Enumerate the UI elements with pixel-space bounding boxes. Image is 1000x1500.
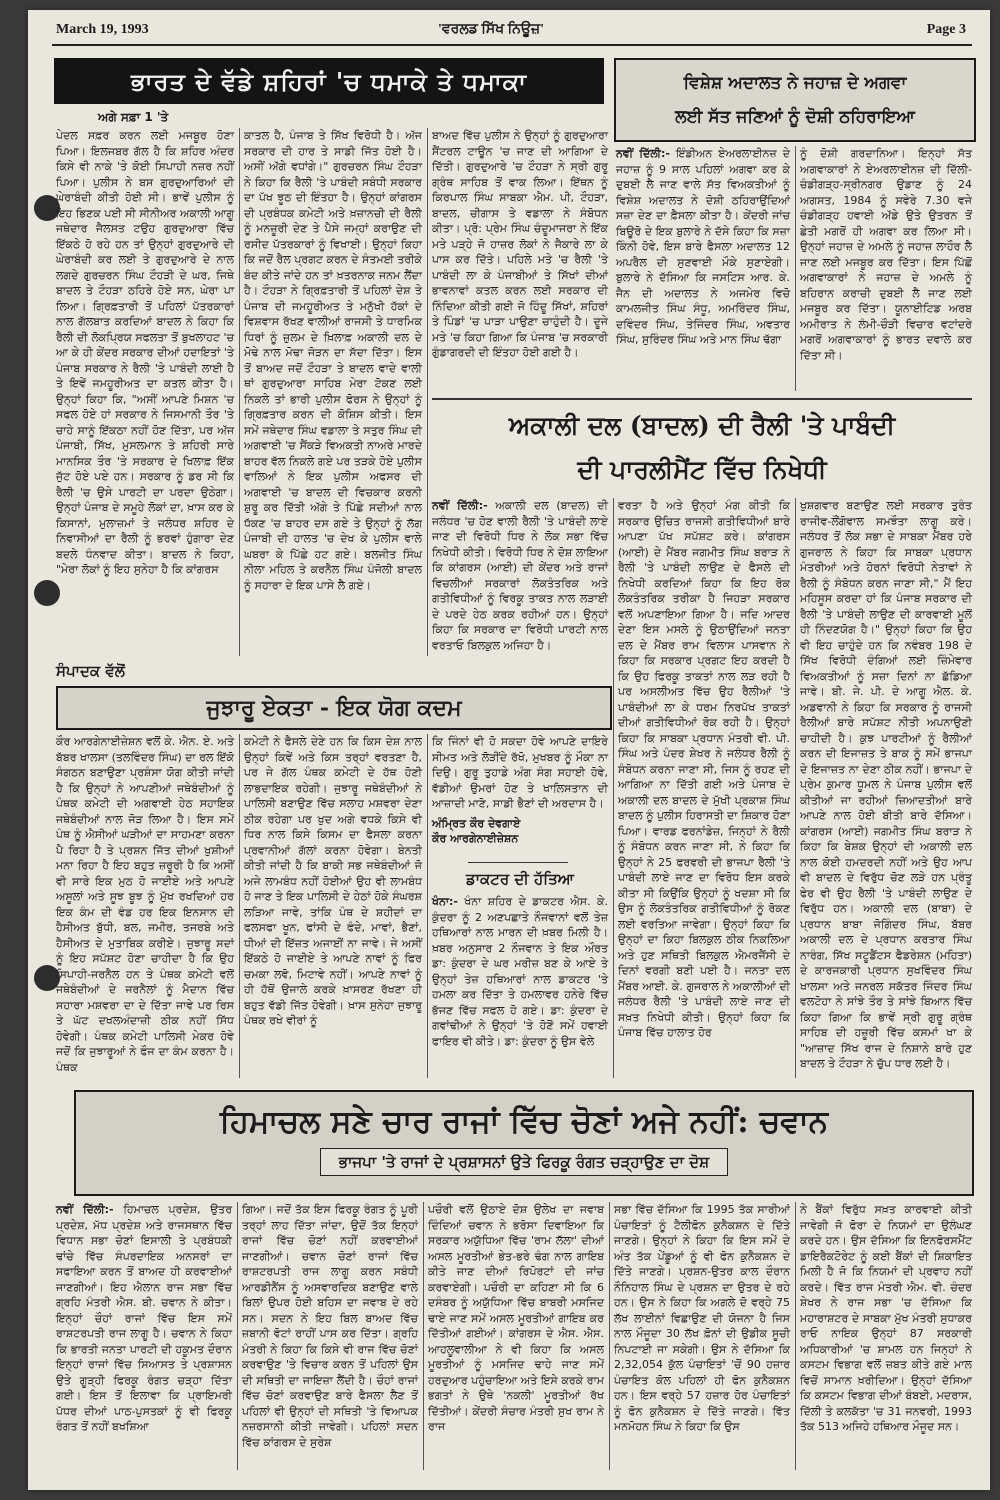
story2-headline-line-2: ਲਈ ਸੱਤ ਜਣਿਆਂ ਨੂੰ ਦੋਸ਼ੀ ਠਹਿਰਾਇਆ — [675, 107, 915, 127]
newspaper-page — [28, 10, 990, 1490]
story1-column-2: ਕਾਤਲ ਹੈ, ਪੰਜਾਬ ਤੇ ਸਿੱਖ ਵਿਰੋਧੀ ਹੈ। ਅੱਜ ਸਰਕਾਰ ਦੀ ਹਾਰ ਤੇ ਸਾਡੀ ਜਿੱਤ ਹੋਈ ਹੈ। ਅਸੀਂ ਅੱਗੇ ਵਧਾਂਗੇ।" ਗੁਰਚਰਨ ਸਿੰਘ ਟੌਹੜਾ ਨੇ ਕਿਹਾ ਕਿ ਰੈਲੀ 'ਤੇ ਪਾਬੰਦੀ ਸਬੰਧੀ ਸਰਕਾਰ ਦਾ ਪੱਖ ਝੂਠ ਦੀ ਇੰਤਹਾ ਹੈ। ਉਨ੍ਹਾਂ ਕਾਂਗਰਸ ਦੀ ਪ੍ਰਬੰਧਕ ਕਮੇਟੀ ਅਤੇ ਖ਼ਜ਼ਾਨਚੀ ਦੀ ਰੈਲੀ ਨੂੰ ਮਨਜ਼ੂਰੀ ਦੇਣ ਤੇ ਪੈਸੇ ਜਮ੍ਹਾਂ ਕਰਾਉਣ ਦੀ ਰਸੀਦ ਪੱਤਰਕਾਰਾਂ ਨੂੰ ਵਿਖਾਈ। ਉਨ੍ਹਾਂ ਕਿਹਾ ਕਿ ਜਦੋਂ ਰੈਲ ਪ੍ਰਗਟ ਕਰਨ ਦੇ ਸੰਤਮਈ ਤਰੀਕੇ ਬੰਦ ਕੀਤੇ ਜਾਂਦੇ ਹਨ ਤਾਂ ਖ਼ਤਰਨਾਕ ਜਨਮ ਲੈਂਦਾ ਹੈ। ਟੌਹੜਾ ਨੇ ਗ੍ਰਿਫ਼ਤਾਰੀ ਤੋਂ ਪਹਿਲਾਂ ਦੇਸ਼ ਤੇ ਪੰਜਾਬ ਦੀ ਜਮਹੂਰੀਅਤ ਤੇ ਮਨੁੱਖੀ ਹੱਕਾਂ ਦੇ ਵਿਸ਼ਵਾਸ ਰੱਖਣ ਵਾਲੀਆਂ ਰਾਜਸੀ ਤੇ ਧਾਰਮਿਕ ਧਿਰਾਂ ਨੂੰ ਜ਼ੁਲਮ ਦੇ ਖ਼ਿਲਾਫ਼ ਅਕਾਲੀ ਦਲ ਦੇ ਮੋਢੇ ਨਾਲ ਮੋਢਾ ਜੋੜਨ ਦਾ ਸੱਦਾ ਦਿੱਤਾ। ਇਸ ਤੋਂ ਬਾਅਦ ਜਦੋਂ ਟੌਹੜਾ ਤੇ ਬਾਦਲ ਵਾਦੇ ਵਾਲੀ ਥਾਂ ਗੁਰਦੁਆਰਾ ਸਾਹਿਬ ਮੇਰਾ ਟੋਕਣ ਲਈ ਨਿਕਲੇ ਤਾਂ ਭਾਰੀ ਪੁਲੀਸ ਫੋਰਸ ਨੇ ਉਨ੍ਹਾਂ ਨੂੰ ਗ੍ਰਿਫ਼ਤਾਰ ਕਰਨ ਦੀ ਕੋਸ਼ਿਸ ਕੀਤੀ। ਇਸ ਸਮੇਂ ਜਥੇਦਾਰ ਸਿੰਘ ਵਡਾਲਾ ਤੇ ਸਤੁਰ ਸਿੰਘ ਦੀ ਅਗਵਾਈ 'ਚ ਸੈਂਕੜੇ ਵਿਅਕਤੀ ਨਾਅਰੇ ਮਾਰਦੇ ਬਾਹਰ ਵੱਲ ਨਿਕਲੇ ਗਏ ਪਰ ਤੜਕੇ ਹੋਏ ਪੁਲੀਸ ਵਾਲਿਆਂ ਨੇ ਇਕ ਪੁਲੀਸ ਅਫਸਰ ਦੀ ਅਗਵਾਈ 'ਚ ਬਾਦਲ ਦੀ ਵਿਚਕਾਰ ਕਰਨੀ ਸ਼ੁਰੂ ਕਰ ਦਿੱਤੀ ਅੱਗੇ ਤੇ ਪਿੱਛੇ ਸਦੀਆਂ ਨਾਲ ਧੱਕਣ 'ਚ ਬਾਹਰ ਦਸ ਗਏ ਤੇ ਉਨ੍ਹਾਂ ਨੂੰ ਲੱਗ ਪੰਜਾਬੀ ਦੀ ਹਾਲਤ 'ਚ ਦੇਖ ਕੇ ਪੁਲੀਸ ਵਾਲੇ ਘਬਰਾ ਕੇ ਪਿੱਛੇ ਹਟ ਗਏ। ਬਲਜੀਤ ਸਿੰਘ ਨੀਲਾ ਮਹਿਲ ਤੇ ਕਰਨੈਲ ਸਿੰਘ ਪੰਜੋਲੀ ਬਾਦਲ ਨੂੰ ਸਹਾਰਾ ਦੇ ਇਕ ਪਾਸੇ ਲੈ ਗਏ। — [244, 129, 422, 592]
story5-column-1-text: ਹਿਮਾਚਲ ਪ੍ਰਦੇਸ਼, ਉਤਰ ਪ੍ਰਦੇਸ਼, ਮੱਧ ਪ੍ਰਦੇਸ਼ ਅਤੇ ਰਾਜਸਥਾਨ ਵਿੱਚ ਵਿਧਾਨ ਸਭਾ ਚੋਣਾਂ ਇਸਾਲੀ ਤੇ ਪ੍ਰਬੰਧਕੀ ਢਾਂਚੇ ਵਿੱਚ ਸੰਪਰਦਾਇਕ ਅਨਸਰਾਂ ਦਾ ਸਫਾਇਆ ਕਰਨ ਤੋਂ ਬਾਅਦ ਹੀ ਕਰਵਾਈਆਂ ਜਾਣਗੀਆਂ। ਇਹ ਐਲਾਨ ਰਾਜ ਸਭਾ ਵਿੱਚ ਗ੍ਰਹਿ ਮੰਤਰੀ ਐਸ. ਬੀ. ਚਵਾਨ ਨੇ ਕੀਤਾ। ਇਨ੍ਹਾਂ ਚੌਹਾਂ ਰਾਜਾਂ ਵਿੱਚ ਇਸ ਸਮੇਂ ਰਾਸ਼ਟਰਪਤੀ ਰਾਜ ਲਾਗੂ ਹੈ। ਚਵਾਨ ਨੇ ਕਿਹਾ ਕਿ ਭਾਰਤੀ ਜਨਤਾ ਪਾਰਟੀ ਦੀ ਹਕੂਮਤ ਦੌਰਾਨ ਇਨ੍ਹਾਂ ਰਾਜਾਂ ਵਿੱਚ ਸਿਆਸਤ ਤੇ ਪ੍ਰਸ਼ਾਸਨ ਉਤੇ ਗੂੜ੍ਹੀ ਫਿਰਕੂ ਰੰਗਤ ਚੜ੍ਹਾ ਦਿੱਤਾ ਗਈ। ਇਸ ਤੋਂ ਇਲਾਵਾ ਕਿ ਪ੍ਰਾਇਮਰੀ ਪੱਧਰ ਦੀਆਂ ਪਾਠ-ਪੁਸਤਕਾਂ ਨੂੰ ਵੀ ਫਿਰਕੂ ਰੰਗਤ ਤੋਂ ਨਹੀਂ ਬਖਸ਼ਿਆ — [56, 1203, 233, 1433]
story1-continued: ਅਗੇ ਸਫ਼ਾ 1 'ਤੇ — [98, 110, 169, 124]
editorial-column-1: ਕੌਰ ਆਰਗੇਨਾਈਜ਼ੇਸ਼ਨ ਵਲੋਂ ਕੇ. ਐਨ. ਏ. ਅਤੇ ਬੱਬਰ ਖਾਲਸਾ (ਤਲਵਿੰਦਰ ਸਿੰਘ) ਦਾ ਰਲ ਇੱਕੋ ਸੰਗਠਨ ਬਣਾਉਣਾ ਪ੍ਰਸ਼ੰਸਾ ਯੋਗ ਕੀਤੀ ਜਾਂਦੀ ਹੈ ਕਿ ਉਨ੍ਹਾਂ ਨੇ ਆਪਣੀਆਂ ਜਥੇਬੰਦੀਆਂ ਨੂੰ ਪੰਥਕ ਕਮੇਟੀ ਦੀ ਅਗਵਾਈ ਹੇਠ ਸਹਾਇਕ ਜਥੇਬੰਦੀਆਂ ਨਾਲ ਜੋੜ ਲਿਆ ਹੈ। ਇਸ ਸਮੇਂ ਪੰਥ ਨੂੰ ਐਸੀਆਂ ਘੜੀਆਂ ਦਾ ਸਾਹਮਣਾ ਕਰਨਾ ਪੈ ਰਿਹਾ ਹੈ ਤੇ ਪ੍ਰਸ਼ਨ ਜਿੱਤ ਦੀਆਂ ਖੁਸ਼ੀਆਂ ਮਨਾ ਰਿਹਾ ਹੈ ਇਹ ਬਹੁਤ ਜ਼ਰੂਰੀ ਹੈ ਕਿ ਅਸੀਂ ਵੀ ਸਾਰੇ ਇਕ ਮੁਠ ਹੋ ਜਾਈਏ ਅਤੇ ਆਪਣੇ ਅਸੂਲਾਂ ਅਤੇ ਸੂਝ ਬੂਝ ਨੂੰ ਮੁੱਖ ਰਖਦਿਆਂ ਹਰ ਇਕ ਕੰਮ ਦੀ ਵੰਡ ਹਰ ਇਕ ਇਨਸਾਨ ਦੀ ਹੈਸੀਅਤ ਬੁੱਧੀ, ਬਲ, ਜਮੀਰ, ਤਜਰਬੇ ਅਤੇ ਹੈਸੀਅਤ ਦੇ ਮੁਤਾਬਿਕ ਕਰੀਏ। ਜੁਝਾਰੂ ਸਦਾਂ ਨੂੰ ਇਹ ਸਪੱਸ਼ਟ ਹੋਣਾ ਚਾਹੀਦਾ ਹੈ ਕਿ ਉਹ ਸਿਪਾਹੀ-ਜਰਨੈਲ ਹਨ ਤੇ ਪੰਥਕ ਕਮੇਟੀ ਵਲੋਂ ਜਥੇਬੰਦੀਆਂ ਦੇ ਜਰਨੈਲਾਂ ਨੂੰ ਮੈਦਾਨ ਵਿੱਚ ਸਹਾਰਾ ਮਸ਼ਵਰਾ ਦਾ ਦੇ ਦਿੱਤਾ ਜਾਵੇ ਪਰ ਰਿਸ ਤੇ ਘੱਟ ਦਖਲਅੰਦਾਜ਼ੀ ਠੀਕ ਨਹੀਂ ਸਿੱਧ ਹੋਵੇਗੀ। ਪੰਥਕ ਕਮੇਟੀ ਪਾਲਿਸੀ ਮੇਕਰ ਹੋਵੇ ਜਦੋਂ ਕਿ ਜੁਝਾਰੂਆਂ ਨੇ ਫੌਜ ਦਾ ਕੰਮ ਕਰਨਾ ਹੈ। ਪੰਥਕ — [56, 735, 234, 1074]
editorial-column-2: ਕਮੇਟੀ ਨੇ ਫੈਸਲੇ ਦੇਣੇ ਹਨ ਕਿ ਕਿਸ ਦੇਸ਼ ਨਾਲ ਉਨ੍ਹਾਂ ਕਿਵੇਂ ਅਤੇ ਕਿਸ ਤਰ੍ਹਾਂ ਵਰਤਣਾ ਹੈ, ਪਰ ਜੇ ਗੱਲ ਪੰਥਕ ਕਮੇਟੀ ਦੇ ਹੱਥ ਹੋਣੀ ਲਾਭਦਾਇਕ ਰਹੇਗੀ। ਜੁਝਾਰੂ ਜਥੇਬੰਦੀਆਂ ਨੇ ਪਾਲਿਸੀ ਬਣਾਉਣ ਵਿੱਚ ਸਲਾਹ ਮਸ਼ਵਰਾ ਦੇਣਾ ਠੀਕ ਰਹੇਗਾ ਪਰ ਖੁਦ ਅਗੇ ਵਧਕੇ ਕਿਸੇ ਵੀ ਧਿਰ ਨਾਲ ਕਿਸੇ ਕਿਸਮ ਦਾ ਫੈਸਲਾ ਕਰਨਾ ਪ੍ਰਵਾਨੀਆਂ ਗੱਲਾਂ ਕਰਨਾ ਹੋਵੇਗਾ। ਬੇਨਤੀ ਕੀਤੀ ਜਾਂਦੀ ਹੈ ਕਿ ਬਾਕੀ ਸਭ ਜਥੇਬੰਦੀਆਂ ਜੋ ਅਜੇ ਲਾਮਬੰਧ ਨਹੀਂ ਹੋਈਆਂ ਉਹ ਵੀ ਲਾਮਬੰਧ ਹੋ ਜਾਣ ਤੇ ਇਕ ਪਾਲਿਸੀ ਦੇ ਹੇਠਾਂ ਹੋਕੇ ਸੰਘਰਸ਼ ਲੜਿਆ ਜਾਵੇ, ਤਾਂਕਿ ਪੰਥ ਦੇ ਸ਼ਹੀਦਾਂ ਦਾ ਫਲਸਫਾ ਖੂਨ, ਫਾਂਸੀ ਦੇ ਫੰਦੇ, ਮਾਵਾਂ, ਭੈਣਾਂ, ਧੀਆਂ ਦੀ ਇੱਜ਼ਤ ਅਜਾਈਂ ਨਾ ਜਾਵੇ। ਜੇ ਅਸੀਂ ਇੱਕਠੇ ਹੋ ਜਾਈਏ ਤੇ ਆਪਣੇ ਨਾਵਾਂ ਨੂੰ ਫਿਰ ਚਮਕਾ ਲਵੋ, ਮਿਟਾਵੇ ਨਹੀਂ। ਆਪਣੇ ਨਾਵਾਂ ਨੂੰ ਹੀ ਹੱਥੋਂ ਉਜਾਲੇ ਕਰਕੇ ਖ਼ਾਸਰਣ ਰੱਖਣਾ ਹੀ ਬਹੁਤ ਵੱਡੀ ਜਿੱਤ ਹੋਵੇਗੀ। ਖ਼ਾਸ ਸੁਨੇਹਾ ਜੁਝਾਰੂ ਪੰਥਕ ਰਖੇ ਵੀਰਾਂ ਨੂੰ — [244, 735, 422, 1027]
paper-name: 'ਵਰਲਡ ਸਿੱਖ ਨਿਊਜ਼' — [438, 22, 545, 37]
story5-column-2: ਗਿਆ। ਜਦੋਂ ਤੱਕ ਇਸ ਫਿਰਕੂ ਰੰਗਤ ਨੂੰ ਪੂਰੀ ਤਰ੍ਹਾਂ ਲਾਹ ਦਿੱਤਾ ਜਾਂਦਾ, ਉਦੋਂ ਤੱਕ ਇਨ੍ਹਾਂ ਰਾਜਾਂ ਵਿੱਚ ਚੋਣਾਂ ਨਹੀਂ ਕਰਵਾਈਆਂ ਜਾਣਗੀਆਂ। ਚਵਾਨ ਚੋਣਾਂ ਰਾਜਾਂ ਵਿੱਚ ਰਾਸ਼ਟਰਪਤੀ ਰਾਜ ਲਾਗੂ ਕਰਨ ਸਬੰਧੀ ਆਰਡੀਨੈਂਸ ਨੂੰ ਅਸਵਾਰਦਿਕ ਬਣਾਉਣ ਵਾਲੇ ਬਿਲਾਂ ਉਪਰ ਹੋਈ ਬਹਿਸ ਦਾ ਜਵਾਬ ਦੇ ਰਹੇ ਸਨ। ਸਦਨ ਨੇ ਇਹ ਬਿਲ ਬਾਅਦ ਵਿੱਚ ਜ਼ਬਾਨੀ ਵੋਟਾਂ ਰਾਹੀਂ ਪਾਸ ਕਰ ਦਿੱਤਾ। ਗ੍ਰਹਿ ਮੰਤਰੀ ਨੇ ਕਿਹਾ ਕਿ ਕਿਸੇ ਵੀ ਰਾਜ ਵਿੱਚ ਚੋਣਾਂ ਕਰਵਾਉਣ 'ਤੇ ਵਿਚਾਰ ਕਰਨ ਤੋਂ ਪਹਿਲਾਂ ਉਸ ਦੀ ਸਥਿਤੀ ਦਾ ਜਾਇਜ਼ਾ ਲੈਂਦੀ ਹੈ। ਚੌਹਾਂ ਰਾਜਾਂ ਵਿੱਚ ਚੋਣਾਂ ਕਰਵਾਉਣ ਬਾਰੇ ਫੈਸਲਾ ਲੈਣ ਤੋਂ ਪਹਿਲਾਂ ਵੀ ਉਨ੍ਹਾਂ ਦੀ ਸਥਿਤੀ 'ਤੇ ਵਿਆਪਕ ਨਜ਼ਰਸਾਨੀ ਕੀਤੀ ਜਾਵੇਗੀ। ਪਹਿਲਾਂ ਸਦਨ ਵਿੱਚ ਕਾਂਗਰਸ ਦੇ ਸੁਰੇਸ਼ — [242, 1203, 418, 1449]
editorial-column-3 — [432, 734, 608, 854]
story2-dateline: ਨਵੀਂ ਦਿੱਲੀ:- — [616, 147, 670, 160]
column-divider — [239, 128, 240, 656]
story4-column — [432, 894, 608, 1078]
editorial-signature-org: ਕੌਰ ਆਰਗੇਨਾਈਜ਼ੇਸ਼ਨ — [432, 832, 519, 845]
story5-column-5: ਨੇ ਬੈਂਕਾਂ ਵਿਰੁੱਧ ਸਖ਼ਤ ਕਾਰਵਾਈ ਕੀਤੀ ਜਾਵੇਗੀ ਜੋ ਫੋਰਾ ਦੇ ਨਿਯਮਾਂ ਦਾ ਉਲੰਘਣ ਕਰਦੇ ਹਨ। ਉਸ ਦੱਸਿਆ ਕਿ ਇਨਫੋਰਸਮੈਂਟ ਡਾਇਰੈਕਟੋਰੇਟ ਨੂੰ ਕਈ ਬੈਂਕਾਂ ਦੀ ਸ਼ਿਕਾਇਤ ਮਿਲੀ ਹੈ ਜੋ ਕਿ ਨਿਯਮਾਂ ਦੀ ਪ੍ਰਵਾਹ ਨਹੀਂ ਕਰਦੇ। ਵਿੱਤ ਰਾਜ ਮੰਤਰੀ ਐਮ. ਵੀ. ਚੰਦਰ ਸ਼ੇਖਰ ਨੇ ਰਾਜ ਸਭਾ 'ਚ ਦੱਸਿਆ ਕਿ ਮਹਾਰਾਸ਼ਟਰ ਦੇ ਸਾਬਕਾ ਮੁੱਖ ਮੰਤਰੀ ਸੁਧਾਕਰ ਰਾਓ ਨਾਇਕ ਉਨ੍ਹਾਂ 87 ਸਰਕਾਰੀ ਅਧਿਕਾਰੀਆਂ 'ਚ ਸ਼ਾਮਲ ਹਨ ਜਿਨ੍ਹਾਂ ਨੇ ਕਸਟਮ ਵਿਭਾਗ ਵਲੋਂ ਜ਼ਬਤ ਕੀਤੇ ਗਏ ਮਾਲ ਵਿਚੋਂ ਸਾਮਾਨ ਖ਼ਰੀਦਿਆ। ਉਨ੍ਹਾਂ ਦੱਸਿਆ ਕਿ ਕਸਟਮ ਵਿਭਾਗ ਦੀਆਂ ਬੰਬਈ, ਮਦਰਾਸ, ਦਿੱਲੀ ਤੇ ਕਲਕੱਤਾ 'ਚ 31 ਜਨਵਰੀ, 1993 ਤੱਕ 513 ਅਜਿਹੇ ਹਥਿਆਰ ਮੌਜੂਦ ਸਨ। — [800, 1203, 972, 1433]
story1-column-3: ਬਾਅਦ ਵਿੱਚ ਪੁਲੀਸ ਨੇ ਉਨ੍ਹਾਂ ਨੂੰ ਗੁਰਦੁਆਰਾ ਸੈਂਟਰਲ ਟਾਊਨ 'ਚ ਜਾਣ ਦੀ ਆਗਿਆ ਦੇ ਦਿੱਤੀ। ਗੁਰਦੁਆਰੇ 'ਚ ਟੌਹੜਾ ਨੇ ਸ੍ਰੀ ਗੁਰੂ ਗ੍ਰੰਥ ਸਾਹਿਬ ਤੋਂ ਵਾਕ ਲਿਆ। ਇੱਥਨ ਨੂੰ ਕਿਰਪਾਲ ਸਿੰਘ ਸਾਬਕਾ ਐਮ. ਪੀ, ਟੌਹੜਾ, ਬਾਦਲ, ਚੀਗਾਸ ਤੇ ਵਡਾਲਾ ਨੇ ਸੰਬੋਧਨ ਕੀਤਾ। ਪ੍ਰੋ: ਪ੍ਰੇਮ ਸਿੰਘ ਚੰਦੂਮਾਜਰਾ ਨੇ ਇੱਕ ਮਤੇ ਪੜ੍ਹੇ ਜੋ ਹਾਜ਼ਰ ਲੋਕਾਂ ਨੇ ਜੈਕਾਰੇ ਲਾ ਕੇ ਪਾਸ ਕਰ ਦਿੱਤੇ। ਪਹਿਲੇ ਮਤੇ 'ਚ ਰੈਲੀ 'ਤੇ ਪਾਬੰਦੀ ਲਾ ਕੇ ਪੰਜਾਬੀਆਂ ਤੇ ਸਿੱਖਾਂ ਦੀਆਂ ਭਾਵਨਾਵਾਂ ਕਤਲ ਕਰਨ ਲਈ ਸਰਕਾਰ ਦੀ ਨਿੰਦਿਆ ਕੀਤੀ ਗਈ ਜੋ ਹਿੰਦੂ ਸਿੱਖਾਂ, ਸ਼ਹਿਰਾਂ ਤੇ ਪਿੰਡਾਂ 'ਚ ਪਾੜਾ ਪਾਉਣਾ ਚਾਹੁੰਦੀ ਹੈ। ਦੂਜੇ ਮਤੇ 'ਚ ਕਿਹਾ ਗਿਆ ਕਿ ਪੰਜਾਬ 'ਚ ਸਰਕਾਰੀ ਗੁੰਡਾਗਰਦੀ ਦੀ ਇੰਤਹਾ ਹੋਈ ਗਈ ਹੈ। — [432, 129, 608, 359]
column-divider — [239, 734, 240, 1078]
column-divider — [427, 128, 428, 656]
column-divider — [795, 498, 796, 1078]
column-divider — [609, 1202, 610, 1470]
story5-dateline: ਨਵੀਂ ਦਿੱਲੀ:- — [56, 1203, 114, 1216]
story3-column-2: ਵਰਤਾ ਹੈ ਅਤੇ ਉਨ੍ਹਾਂ ਮੰਗ ਕੀਤੀ ਕਿ ਸਰਕਾਰ ਉਚਿਤ ਰਾਜਸੀ ਗਤੀਵਿਧੀਆਂ ਬਾਰੇ ਆਪਣਾ ਪੱਖ ਸਪੱਸ਼ਟ ਕਰੇ। ਕਾਂਗਰਸ (ਆਈ) ਦੇ ਮੈਂਬਰ ਜਗਮੀਤ ਸਿੰਘ ਬਰਾੜ ਨੇ ਰੈਲੀ 'ਤੇ ਪਾਬੰਦੀ ਲਾਉਣ ਦੇ ਫੈਸਲੇ ਦੀ ਨਿਖੇਧੀ ਕਰਦਿਆਂ ਕਿਹਾ ਕਿ ਇਹ ਰੋਕ ਲੋਕਤੰਤਰਿਕ ਤਰੀਕਾ ਹੈ ਜਿਹੜਾ ਸਰਕਾਰ ਵਲੋਂ ਅਪਣਾਇਆ ਗਿਆ ਹੈ। ਜਦਿ ਆਦਰ ਦੇਣਾ ਇਸ ਮਸਲੇ ਨੂੰ ਉਠਾਉਂਦਿਆਂ ਜਨਤਾ ਦਲ ਦੇ ਮੈਂਬਰ ਰਾਮ ਵਿਲਾਸ ਪਾਸਵਾਨ ਨੇ ਕਿਹਾ ਕਿ ਸਰਕਾਰ ਪ੍ਰਗਟ ਇਹ ਕਰਦੀ ਹੈ ਕਿ ਉਹ ਫਿਰਕੂ ਤਾਕਤਾਂ ਨਾਲ ਲੜ ਰਹੀ ਹੈ ਪਰ ਅਸਲੀਅਤ ਵਿੱਚ ਉਹ ਰੈਲੀਆਂ 'ਤੇ ਪਾਬੰਦੀਆਂ ਲਾ ਕੇ ਧਰਮ ਨਿਰਪੱਖ ਤਾਕਤਾਂ ਦੀਆਂ ਗਤੀਵਿਧੀਆਂ ਰੋਕ ਰਹੀ ਹੈ। ਉਨ੍ਹਾਂ ਕਿਹਾ ਕਿ ਸਾਬਕਾ ਪ੍ਰਧਾਨ ਮੰਤਰੀ ਵੀ. ਪੀ. ਸਿੰਘ ਅਤੇ ਪੰਦਰ ਸ਼ੇਖਰ ਨੇ ਜਲੰਧਰ ਰੈਲੀ ਨੂੰ ਸੰਬੋਧਨ ਕਰਨਾ ਜਾਣਾ ਸੀ, ਜਿਸ ਨੂੰ ਰਹਣ ਦੀ ਆਗਿਆ ਨਾ ਦਿੱਤੀ ਗਈ ਅਤੇ ਪੰਜਾਬ ਦੇ ਅਕਾਲੀ ਦਲ ਬਾਦਲ ਦੇ ਮੁੱਖੀ ਪ੍ਰਕਾਸ਼ ਸਿੰਘ ਬਾਦਲ ਨੂੰ ਪੁਲੀਸ ਹਿਰਾਸਤੀ ਦਾ ਸ਼ਿਕਾਰ ਹੋਣਾ ਪਿਆ। ਵਾਰਡ ਫਰਨਾਂਡੇਜ਼, ਜਿਨ੍ਹਾਂ ਨੇ ਰੈਲੀ ਨੂੰ ਸੰਬੋਧਨ ਕਰਨ ਜਾਣਾ ਸੀ, ਨੇ ਕਿਹਾ ਕਿ ਉਨ੍ਹਾਂ ਨੇ 25 ਫਰਵਰੀ ਦੀ ਭਾਜਪਾ ਰੈਲੀ 'ਤੇ ਪਾਬੰਦੀ ਲਾਏ ਜਾਣ ਦਾ ਵਿਰੋਧ ਇਸ ਕਰਕੇ ਕੀਤਾ ਸੀ ਕਿਉਂਕਿ ਉਨ੍ਹਾਂ ਨੂੰ ਖਦਸ਼ਾ ਸੀ ਕਿ ਉਸ ਨੂੰ ਲੋਕਤੰਤਰਿਕ ਗਤੀਵਿਧੀਆਂ ਨੂੰ ਰੋਕਣ ਲਈ ਵਰਤਿਆ ਜਾਵੇਗਾ। ਉਨ੍ਹਾਂ ਕਿਹਾ ਕਿ ਉਨ੍ਹਾਂ ਦਾ ਕਿਹਾ ਬਿਲਕੁਲ ਠੀਕ ਨਿਕਲਿਆ ਅਤੇ ਹੁਣ ਸਥਿਤੀ ਬਿਲਕੁਲ ਐਮਰਜੈਂਸੀ ਦੇ ਦਿਨਾਂ ਵਰਗੀ ਬਣੀ ਪਈ ਹੈ। ਜਨਤਾ ਦਲ ਮੈਂਬਰ ਆਈ. ਕੇ. ਗੁਜਰਾਲ ਨੇ ਅਕਾਲੀਆਂ ਦੀ ਜਲੰਧਰ ਰੈਲੀ 'ਤੇ ਪਾਬੰਦੀ ਲਾਏ ਜਾਣ ਦੀ ਸਖ਼ਤ ਨਿਖੇਧੀ ਕੀਤੀ। ਉਨ੍ਹਾਂ ਕਿਹਾ ਕਿ ਪੰਜਾਬ ਵਿੱਚ ਹਾਲਾਤ ਹੋਰ — [618, 499, 790, 1039]
story3-column-1-text: ਅਕਾਲੀ ਦਲ (ਬਾਦਲ) ਦੀ ਜਲੰਧਰ 'ਚ ਹੋਣ ਵਾਲੀ ਰੈਲੀ 'ਤੇ ਪਾਬੰਦੀ ਲਾਏ ਜਾਣ ਦੀ ਵਿਰੋਧੀ ਧਿਰ ਨੇ ਲੋਕ ਸਭਾ ਵਿੱਚ ਨਿਖੇਧੀ ਕੀਤੀ। ਵਿਰੋਧੀ ਧਿਰ ਨੇ ਦੋਸ਼ ਲਾਇਆ ਕਿ ਕਾਂਗਰਸ (ਆਈ) ਦੀ ਕੇਂਦਰ ਅਤੇ ਰਾਜਾਂ ਵਿਚਲੀਆਂ ਸਰਕਾਰਾਂ ਲੋਕਤੰਤਰਿਕ ਅਤੇ ਗਤੀਵਿਧੀਆਂ ਨੂੰ ਵਿਰਕੂ ਤਾਕਤ ਨਾਲ ਲੜਾਈ ਦੇ ਪਰਦੇ ਹੇਠ ਕਰਕ ਰਹੀਆਂ ਹਨ। ਉਨ੍ਹਾਂ ਕਿਹਾ ਕਿ ਸਰਕਾਰ ਦਾ ਵਿਰੋਧੀ ਪਾਰਟੀ ਨਾਲ ਵਰਤਾਓ ਬਿਲਕੁਲ ਅਜਿਹਾ ਹੈ। — [432, 499, 608, 652]
story2-headline-line-1: ਵਿਸ਼ੇਸ਼ ਅਦਾਲਤ ਨੇ ਜਹਾਜ਼ ਦੇ ਅਗਵਾ — [683, 73, 907, 93]
story5-headline: ਹਿਮਾਚਲ ਸਣੇ ਚਾਰ ਰਾਜਾਂ ਵਿੱਚ ਚੋਣਾਂ ਅਜੇ ਨਹੀਂ: ਚਵਾਨ — [219, 1104, 829, 1140]
issue-date: March 19, 1993 — [56, 22, 149, 37]
story4-headline: ਡਾਕਟਰ ਦੀ ਹੱਤਿਆ — [465, 870, 575, 888]
story3-headline-line-2: ਦੀ ਪਾਰਲੀਮੈਂਟ ਵਿੱਚ ਨਿਖੇਧੀ — [577, 455, 827, 484]
column-divider — [795, 146, 796, 391]
story4-dateline: ਖੰਨਾ:- — [432, 895, 458, 908]
story1-column-1: ਪੇਦਲ ਸਫ਼ਰ ਕਰਨ ਲਈ ਮਜਬੂਰ ਹੋਣਾ ਪਿਆ। ਇਲਜਬਰ ਗੱਲ ਹੈ ਕਿ ਸ਼ਹਿਰ ਅੰਦਰ ਕਿਸੇ ਵੀ ਨਾਕੇ 'ਤੇ ਕੋਈ ਸਿਪਾਹੀ ਨਜ਼ਰ ਨਹੀਂ ਪਿਆ। ਪੁਲੀਸ ਨੇ ਬਸ ਗੁਰਦੁਆਰਿਆਂ ਦੀ ਘੇਰਾਬੰਦੀ ਕੀਤੀ ਹੋਈ ਸੀ। ਭਾਵੇਂ ਪੁਲੀਸ ਨੂੰ ਇਹ ਭਿਣਕ ਪਈ ਸੀ ਸੀਨੀਅਰ ਅਕਾਲੀ ਆਗੂ ਜਥੇਦਾਰ ਜੈਲਸਤ ਟਉਹ ਗੁਰਦੁਆਰਾ ਵਿੱਚ ਇੱਕਠੇ ਹੋ ਰਹੇ ਹਨ ਤਾਂ ਉਨ੍ਹਾਂ ਗੁਰਦੁਆਰੇ ਦੀ ਘੇਰਾਬੰਦੀ ਕਰ ਲਈ ਤੇ ਗੁਰਦੁਆਰੇ ਦੇ ਨਾਲ ਲਗਦੇ ਗੁਰਚਰਨ ਸਿੰਘ ਟੌਹੜੀ ਦੇ ਘਰ, ਜਿਥੇ ਬਾਦਲ ਤੇ ਟੌਹੜਾ ਠਹਿਰੇ ਹੋਏ ਸਨ, ਘੇਰਾ ਪਾ ਲਿਆ। ਗ੍ਰਿਫ਼ਤਾਰੀ ਤੋਂ ਪਹਿਲਾਂ ਪੱਤਰਕਾਰਾਂ ਨਾਲ ਗੱਲਬਾਤ ਕਰਦਿਆਂ ਬਾਦਲ ਨੇ ਕਿਹਾ ਕਿ ਰੈਲੀ ਦੀ ਲੋਕਪ੍ਰਿਯ ਸਫਲਤਾ ਤੋਂ ਬੁਖਲਾਹਟ 'ਚ ਆ ਕੇ ਹੀ ਕੇਂਦਰ ਸਰਕਾਰ ਦੀਆਂ ਹਦਾਇਤਾਂ 'ਤੇ ਪੰਜਾਬ ਸਰਕਾਰ ਨੇ ਰੈਲੀ 'ਤੇ ਪਾਬੰਦੀ ਲਾਈ ਹੈ ਤੇ ਇਵੇਂ ਜਮਹੂਰੀਅਤ ਦਾ ਕਤਲ ਕੀਤਾ ਹੈ। ਉਨ੍ਹਾਂ ਕਿਹਾ ਕਿ, "ਅਸੀਂ ਆਪਣੇ ਮਿਸ਼ਨ 'ਚ ਸਫਲ ਹੋਏ ਹਾਂ ਸਰਕਾਰ ਨੇ ਜਿਸਮਾਨੀ ਤੌਰ 'ਤੇ ਚਾਹੇ ਸਾਨੂੰ ਇੱਕਠਾ ਨਹੀਂ ਹੋਣ ਦਿੱਤਾ, ਪਰ ਅੱਜ ਪੰਜਾਬੀ, ਸਿੱਖ, ਮੁਸਲਮਾਨ ਤੇ ਸ਼ਹਿਰੀ ਸਾਰੇ ਮਾਨਸਿਕ ਤੌਰ 'ਤੇ ਸਰਕਾਰ ਦੇ ਖਿਲਾਫ਼ ਇੱਕ ਜੁੱਟ ਹੋਏ ਪਏ ਹਨ। ਸਰਕਾਰ ਨੂੰ ਡਰ ਸੀ ਕਿ ਰੈਲੀ 'ਚ ਉਸੇ ਪਾਰਟੀ ਦਾ ਪਰਦਾ ਉਠੇਗਾ। ਉਨ੍ਹਾਂ ਪੰਜਾਬ ਦੇ ਸਮੂਹੇ ਲੋਕਾਂ ਦਾ, ਖ਼ਾਸ ਕਰ ਕੇ ਕਿਸਾਨਾਂ, ਮੁਲਾਜ਼ਮਾਂ ਤੇ ਜਲੰਧਰ ਸ਼ਹਿਰ ਦੇ ਨਿਵਾਸੀਆਂ ਦਾ ਰੈਲੀ ਨੂੰ ਭਰਵਾਂ ਹੁੰਗਾਰਾ ਦੇਣ ਬਦਲੇ ਧੰਨਵਾਦ ਕੀਤਾ। ਬਾਦਲ ਨੇ ਕਿਹਾ, "ਮੇਰਾ ਲੋਕਾਂ ਨੂੰ ਇਹ ਸੁਨੇਹਾ ਹੈ ਕਿ ਕਾਂਗਰਸ — [56, 129, 234, 576]
story5-subhead: ਭਾਜਪਾ 'ਤੇ ਰਾਜਾਂ ਦੇ ਪ੍ਰਸ਼ਾਸਨਾਂ ਉਤੇ ਫਿਰਕੂ ਰੰਗਤ ਚੜ੍ਹਾਉਣ ਦਾ ਦੋਸ਼ — [320, 1148, 728, 1176]
column-divider — [427, 734, 428, 1078]
story5-column-3: ਪਚੌਰੀ ਵਲੋਂ ਉਠਾਏ ਦੋਸ਼ ਉਲੇਖ ਦਾ ਜਵਾਬ ਦਿੰਦਿਆਂ ਚਵਾਨ ਨੇ ਭਰੋਸਾ ਦਿਵਾਇਆ ਕਿ ਸਰਕਾਰ ਅਯੁੱਧਿਆ ਵਿੱਚ 'ਰਾਮ ਲੱਲਾ' ਦੀਆਂ ਅਸਲ ਮੂਰਤੀਆਂ ਭੇਤ-ਭਰੇ ਢੰਗ ਨਾਲ ਗਾਇਬ ਕੀਤੇ ਜਾਣ ਦੀਆਂ ਰਿਪੋਰਟਾਂ ਦੀ ਜਾਂਚ ਕਰਵਾਏਗੀ। ਪਚੌਰੀ ਦਾ ਕਹਿਣਾ ਸੀ ਕਿ 6 ਦਸੰਬਰ ਨੂੰ ਅਯੁੱਧਿਆ ਵਿੱਚ ਬਾਬਰੀ ਮਸਜਿਦ ਢਾਏ ਜਾਣ ਸਮੇਂ ਅਸਲ ਮੂਰਤੀਆਂ ਗਾਇਬ ਕਰ ਦਿੱਤੀਆਂ ਗਈਆਂ। ਕਾਂਗਰਸ ਦੇ ਐਸ. ਐਸ. ਆਹਲੂਵਾਲੀਆ ਨੇ ਵੀ ਕਿਹਾ ਕਿ ਅਸਲ ਮੂਰਤੀਆਂ ਨੂੰ ਮਸਜਿਦ ਢਾਹੇ ਜਾਣ ਸਮੇਂ ਹਰਦੁਆਰ ਪਹੁੰਚਾਇਆ ਅਤੇ ਇਸੇ ਕਰਕੇ ਰਾਮ ਭਗਤਾਂ ਨੇ ਉਥੇ 'ਨਕਲੀ' ਮੂਰਤੀਆਂ ਰੱਖ ਦਿੱਤੀਆਂ। ਕੇਂਦਰੀ ਸੰਚਾਰ ਮੰਤਰੀ ਸੁਖ ਰਾਮ ਨੇ ਰਾਜ — [428, 1203, 604, 1433]
story5-headline-box — [74, 1090, 974, 1196]
story3-headline — [432, 404, 972, 492]
editorial-label: ਸੰਪਾਦਕ ਵੱਲੋਂ — [56, 662, 125, 680]
editorial-headline: ਜੁਝਾਰੂ ਏਕਤਾ - ਇਕ ਯੋਗ ਕਦਮ — [56, 686, 612, 730]
story5-column-4: ਸਭਾ ਵਿੱਚ ਦੱਸਿਆ ਕਿ 1995 ਤੱਕ ਸਾਰੀਆਂ ਪੰਚਾਇਤਾਂ ਨੂੰ ਟੈਲੀਫੋਨ ਕੁਨੈਕਸ਼ਨ ਦੇ ਦਿੱਤੇ ਜਾਣਗੇ। ਉਨ੍ਹਾਂ ਨੇ ਕਿਹਾ ਕਿ ਇਸ ਸਮੇਂ ਦੇ ਅੰਤ ਤੱਕ ਪੇਂਡੂਆਂ ਨੂੰ ਵੀ ਫੋਨ ਕੁਨੈਕਸ਼ਨ ਦੇ ਦਿੱਤੇ ਜਾਣਗੇ। ਪ੍ਰਸ਼ਨ-ਉਤਰ ਕਾਲ ਦੌਰਾਨ ਨੌਨਿਹਾਲ ਸਿੰਘ ਦੇ ਪ੍ਰਸ਼ਨ ਦਾ ਉਤਰ ਦੇ ਰਹੇ ਹਨ। ਉਸ ਨੇ ਕਿਹਾ ਕਿ ਅਗਲੇ ਦੋ ਵਰ੍ਹੇ 75 ਲੱਖ ਲਾਈਨਾਂ ਵਿਛਾਉਣ ਦੀ ਯੋਜਨਾ ਹੈ ਜਿਸ ਨਾਲ ਮੌਜੂਦਾ 30 ਲੱਖ ਫ਼ੋਨਾਂ ਦੀ ਉਡੀਕ ਸੂਚੀ ਨਿਪਟਾਈ ਜਾ ਸਕੇਗੀ। ਉਸ ਨੇ ਦੱਸਿਆ ਕਿ 2,32,054 ਕੁੱਲ ਪੰਚਾਇਤਾਂ 'ਚੋਂ 90 ਹਜ਼ਾਰ ਪੰਚਾਇਤ ਕੋਲ ਪਹਿਲਾਂ ਹੀ ਫੋਨ ਕੁਨੈਕਸ਼ਨ ਹਨ। ਇਸ ਵਰ੍ਹੇ 57 ਹਜ਼ਾਰ ਹੋਰ ਪੰਚਾਇਤਾਂ ਨੂੰ ਫੋਨ ਕੁਨੈਕਸ਼ਨ ਦੇ ਦਿੱਤੇ ਜਾਣਗੇ। ਵਿੱਤ ਮਨਮੋਹਨ ਸਿੰਘ ਨੇ ਕਿਹਾ ਕਿ ਉਸ — [614, 1203, 790, 1433]
story2-column-1-text: ਇੰਡੀਅਨ ਏਅਰਲਾਈਨਜ਼ ਦੇ ਜਹਾਜ਼ ਨੂੰ 9 ਸਾਲ ਪਹਿਲਾਂ ਅਗਵਾ ਕਰ ਕੇ ਦੁਬਈ ਲੈ ਜਾਣ ਵਾਲੇ ਸੱਤ ਵਿਅਕਤੀਆਂ ਨੂੰ ਵਿਸ਼ੇਸ਼ ਅਦਾਲਤ ਨੇ ਦੋਸ਼ੀ ਠਹਿਰਾਉਂਦਿਆਂ ਸਜ਼ਾ ਦੇਣ ਦਾ ਫ਼ੈਸਲਾ ਕੀਤਾ ਹੈ। ਕੇਂਦਰੀ ਜਾਂਚ ਬਿਊਰੋ ਦੇ ਇਕ ਬੁਲਾਰੇ ਨੇ ਦੱਸੇ ਕਿਹਾ ਕਿ ਸਜ਼ਾ ਕਿੰਨੀ ਹੋਵੇ, ਇਸ ਬਾਰੇ ਫੈਸਲਾ ਅਦਾਲਤ 12 ਅਪਰੈਲ ਦੀ ਸੁਣਵਾਈ ਮੌਕੇ ਸੁਣਾਏਗੀ। ਬੁਲਾਰੇ ਨੇ ਦੱਸਿਆ ਕਿ ਜਸਟਿਸ ਆਰ. ਕੇ. ਜੈਨ ਦੀ ਅਦਾਲਤ ਨੇ ਅਜਮੇਰ ਵਿਚੋ ਕਾਮਲਜੀਤ ਸਿੰਘ ਸੰਧੂ, ਅਮਰਿੰਦਰ ਸਿੰਘ, ਦਵਿੰਦਰ ਸਿੰਘ, ਤੇਜਿੰਦਰ ਸਿੰਘ, ਅਵਤਾਰ ਸਿੰਘ, ਸੁਰਿੰਦਰ ਸਿੰਘ ਅਤੇ ਮਾਨ ਸਿੰਘ ਢੱਗਾ — [616, 147, 790, 346]
story1-headline: ਭਾਰਤ ਦੇ ਵੱਡੇ ਸ਼ਹਿਰਾਂ 'ਚ ਧਮਾਕੇ ਤੇ ਧਮਾਕਾ — [54, 58, 604, 104]
story2-column-2: ਨੂੰ ਦੋਸ਼ੀ ਗਰਦਾਨਿਆ। ਇਨ੍ਹਾਂ ਸੱਤ ਅਗਵਾਕਾਰਾਂ ਨੇ ਏਅਰਲਾਈਨਜ਼ ਦੀ ਦਿੱਲੀ-ਚੰਡੀਗੜ੍ਹ-ਸ੍ਰੀਨਗਰ ਉਡਾਣ ਨੂੰ 24 ਅਗਸਤ, 1984 ਨੂੰ ਸਵੇਰੇ 7.30 ਵਜੇ ਚੰਡੀਗੜ੍ਹ ਹਵਾਈ ਅੱਡੇ ਉਤੇ ਉਤਰਨ ਤੋਂ ਛੇਤੀ ਮਗਰੋਂ ਹੀ ਅਗਵਾ ਕਰ ਲਿਆ ਸੀ। ਉਨ੍ਹਾਂ ਜਹਾਜ਼ ਦੇ ਅਮਲੇ ਨੂੰ ਜਹਾਜ਼ ਲਾਹੌਰ ਲੈ ਜਾਣ ਲਈ ਮਜਬੂਰ ਕਰ ਦਿੱਤਾ। ਇਸ ਪਿੱਛੋਂ ਅਗਵਾਕਾਰਾਂ ਨੇ ਜਹਾਜ਼ ਦੇ ਅਮਲੇ ਨੂੰ ਬਹਿਰਾਨ ਕਰਾਚੀ ਦੁਬਈ ਲੈ ਜਾਣ ਲਈ ਮਜਬੂਰ ਕਰ ਦਿੱਤਾ। ਯੂਨਾਈਟਿਡ ਅਰਬ ਅਮੀਰਾਤ ਨੇ ਲੰਮੀ-ਚੌੜੀ ਵਿਚਾਰ ਵਟਾਂਦਰੇ ਮਗਰੋਂ ਅਗਵਾਕਾਰਾਂ ਨੂੰ ਭਾਰਤ ਦਵਾਲੇ ਕਰ ਦਿੱਤਾ ਸੀ। — [800, 147, 972, 362]
section-rule — [468, 862, 568, 863]
page-number: Page 3 — [926, 22, 966, 37]
story3-column-1 — [432, 498, 608, 652]
editorial-signature-name: ਅੰਮ੍ਰਿਤ ਕੌਰ ਦੇਵਗਾਏ — [432, 816, 521, 830]
story3-headline-line-1: ਅਕਾਲੀ ਦਲ (ਬਾਦਲ) ਦੀ ਰੈਲੀ 'ਤੇ ਪਾਬੰਦੀ — [508, 411, 896, 440]
header-rule — [52, 44, 972, 46]
story2-headline-box — [614, 58, 976, 142]
column-divider — [423, 1202, 424, 1470]
story3-dateline: ਨਵੀਂ ਦਿੱਲੀ:- — [432, 499, 488, 512]
story4-text: ਖੰਨਾ ਸ਼ਹਿਰ ਦੇ ਡਾਕਟਰ ਐਸ. ਕੇ. ਕੁੰਦਰਾ ਨੂੰ 2 ਅਣਪਛਾਤੇ ਨੌਜਵਾਨਾਂ ਵਲੋਂ ਤੇਜ਼ ਹਥਿਆਰਾਂ ਨਾਲ ਮਾਰਨ ਦੀ ਖ਼ਬਰ ਮਿਲੀ ਹੈ। ਖ਼ਬਰ ਅਨੁਸਾਰ 2 ਨੌਜਵਾਨ ਤੇ ਇਕ ਔਰਤ ਡਾ: ਕੁੰਦਰਾ ਦੇ ਘਰ ਮਰੀਜ਼ ਬਣ ਕੇ ਆਏ ਤੇ ਉਨ੍ਹਾਂ ਤੇਜ਼ ਹਥਿਆਰਾਂ ਨਾਲ ਡਾਕਟਰ 'ਤੇ ਹਮਲਾ ਕਰ ਦਿੱਤਾ ਤੇ ਹਮਲਾਵਰ ਹਨੇਰੇ ਵਿੱਚ ਭੱਜਣ ਵਿੱਚ ਸਫਲ ਹੋ ਗਏ। ਡਾ: ਕੁੰਦਰਾ ਦੇ ਗਵਾਂਢੀਆਂ ਨੇ ਉਨ੍ਹਾਂ 'ਤੇ ਹੋਣੋਂ ਸਮੇਂ ਹਵਾਈ ਫਾਇਰ ਵੀ ਕੀਤੇ। ਡਾ: ਕੁੰਦਰਾ ਨੂੰ ਉਸ ਵੇਲੇ — [432, 895, 608, 1048]
editorial-column-3-text: ਕਿ ਜਿੰਨਾਂ ਵੀ ਹੋ ਸਕਦਾ ਹੋਵੇ ਆਪਣੇ ਦਾਇਰੇ ਸੀਮਤ ਅਤੇ ਲੋੜੀਂਦੇ ਰੱਖੋ, ਮੁਖਬਰ ਨੂੰ ਮੌਕਾ ਨਾ ਦਿਉ। ਗੁਰੂ ਤੁਹਾਡੇ ਅੰਗ ਸੰਗ ਸਹਾਈ ਹੋਵੇ, ਵੱਡੀਆਂ ਉਮਰਾਂ ਹੋਣ ਤੇ ਖਾਲਿਸਤਾਨ ਦੀ ਆਜ਼ਾਦੀ ਮਾਣੋ, ਸਾਡੀ ਭੈਣਾਂ ਦੀ ਅਰਦਾਸ ਹੈ। — [432, 735, 608, 810]
column-divider — [795, 1202, 796, 1470]
story2-column-1 — [616, 146, 790, 391]
column-divider — [613, 498, 614, 1078]
section-rule — [432, 398, 972, 400]
column-divider — [237, 1202, 238, 1470]
story3-column-3: ਖੁਸ਼ਗਵਾਰ ਬਣਾਉਣ ਲਈ ਸਰਕਾਰ ਤੁਰੰਤ ਰਾਜੀਵ-ਲੌਂਗੋਵਾਲ ਸਮਝੌਤਾ ਲਾਗੂ ਕਰੇ। ਜਲੰਧਰ ਤੋਂ ਲੋਕ ਸਭਾ ਦੇ ਸਾਬਕਾ ਮੈਂਬਰ ਹਰੇ ਗੁਜਰਾਲ ਨੇ ਕਿਹਾ ਕਿ ਸਾਬਕਾ ਪ੍ਰਧਾਨ ਮੰਤਰੀਆਂ ਅਤੇ ਹੋਰਨਾਂ ਵਿਰੋਧੀ ਨੇਤਾਵਾਂ ਨੇ ਰੈਲੀ ਨੂੰ ਸੰਬੋਧਨ ਕਰਨ ਜਾਣਾ ਸੀ," ਮੈਂ ਇਹ ਮਹਿਸੂਸ ਕਰਦਾ ਹਾਂ ਕਿ ਪੰਜਾਬ ਸਰਕਾਰ ਦੀ ਰੈਲੀ 'ਤੇ ਪਾਬੰਦੀ ਲਾਉਣ ਦੀ ਕਾਰਵਾਈ ਮੂਲੋਂ ਹੀ ਨਿੰਦਣਯੋਗ ਹੈ।" ਉਨ੍ਹਾਂ ਕਿਹਾ ਕਿ ਉਹ ਵੀ ਇਹ ਚਾਹੁੰਦੇ ਹਨ ਕਿ ਨਵੰਬਰ 198 ਦੇ ਸਿੱਖ ਵਿਰੋਧੀ ਦੰਗਿਆਂ ਲਈ ਜ਼ਿੰਮੇਵਾਰ ਵਿਅਕਤੀਆਂ ਨੂੰ ਸਜ਼ਾ ਦਿਨਾਂ ਨਾ ਛੱਡਿਆ ਜਾਵੇ। ਬੀ. ਜੇ. ਪੀ. ਦੇ ਆਗੂ ਐਲ. ਕੇ. ਅਡਵਾਨੀ ਨੇ ਕਿਹਾ ਕਿ ਸਰਕਾਰ ਨੂੰ ਰਾਜਸੀ ਰੈਲੀਆਂ ਬਾਰੇ ਸਪੱਸ਼ਟ ਨੀਤੀ ਅਪਨਾਉਣੀ ਚਾਹੀਦੀ ਹੈ। ਕੁਝ ਪਾਰਟੀਆਂ ਨੂੰ ਰੈਲੀਆਂ ਕਰਨ ਦੀ ਇਜਾਜ਼ਤ ਤੇ ਬਾਕ ਨੂੰ ਸਮੇਂ ਭਾਜਪਾ ਦੇ ਇਜਾਜ਼ਤ ਨਾ ਦੇਣਾ ਠੀਕ ਨਹੀਂ। ਭਾਜਪਾ ਦੇ ਪ੍ਰੇਮ ਕੁਮਾਰ ਧੂਮਲ ਨੇ ਪੰਜਾਬ ਪੁਲੀਸ ਵਲੋਂ ਕੀਤੀਆਂ ਜਾ ਰਹੀਆਂ ਜ਼ਿਆਦਤੀਆਂ ਬਾਰੇ ਆਪਣੇ ਨਾਲ ਹੋਈ ਬੀਤੀ ਬਾਰੇ ਦੱਸਿਆ। ਕਾਂਗਰਸ (ਆਈ) ਜਗਮੀਤ ਸਿੰਘ ਬਰਾੜ ਨੇ ਕਿਹਾ ਕਿ ਬੇਸ਼ਕ ਉਨ੍ਹਾਂ ਦੀ ਅਕਾਲੀ ਦਲ ਨਾਲ ਕੋਈ ਹਮਦਰਦੀ ਨਹੀਂ ਅਤੇ ਉਹ ਆਪ ਵੀ ਬਾਦਲ ਦੇ ਵਿਰੁੱਧ ਚੋਣ ਲੜੇ ਹਨ ਪ੍ਰੰਤੂ ਫੇਰ ਵੀ ਉਹ ਰੈਲੀ 'ਤੇ ਪਾਬੰਦੀ ਲਾਉਣ ਦੇ ਵਿਰੁੱਧ ਹਨ। ਅਕਾਲੀ ਦਲ (ਬਾਬਾ) ਦੇ ਪ੍ਰਧਾਨ ਬਾਬਾ ਜੋਗਿੰਦਰ ਸਿੰਘ, ਬੱਬਰ ਅਕਾਲੀ ਦਲ ਦੇ ਪ੍ਰਧਾਨ ਕਰਤਾਰ ਸਿੰਘ ਨਾਰੰਗ, ਸਿੱਖ ਸਟੂਡੈਂਟਸ ਫੈਡਰੇਸ਼ਨ (ਮਹਿਤਾ) ਦੇ ਕਾਰਜਕਾਰੀ ਪ੍ਰਧਾਨ ਸੁਖਵਿੰਦਰ ਸਿੰਘ ਖਾਲਸਾ ਅਤੇ ਜਨਰਲ ਸਕੱਤਰ ਜਿੰਦਰ ਸਿੰਘ ਵਲਟੋਹਾ ਨੇ ਸਾਂਝੇ ਤੌਰ ਤੇ ਸਾਂਝੇ ਬਿਆਨ ਵਿੱਚ ਕਿਹਾ ਗਿਆ ਕਿ ਭਾਵੇਂ ਸ੍ਰੀ ਗੁਰੂ ਗ੍ਰੰਥ ਸਾਹਿਬ ਦੀ ਹਜ਼ੂਰੀ ਵਿੱਚ ਕਸਮਾਂ ਖਾ ਕੇ "ਆਜ਼ਾਦ ਸਿੱਖ ਰਾਜ ਦੇ ਨਿਸ਼ਾਨੇ ਬਾਰੇ ਹੁਣ ਬਾਦਲ ਤੇ ਟੌਹੜਾ ਨੇ ਚੁੱਪ ਧਾਰ ਲਈ ਹੈ। — [800, 499, 972, 1070]
story5-column-1 — [56, 1202, 232, 1470]
